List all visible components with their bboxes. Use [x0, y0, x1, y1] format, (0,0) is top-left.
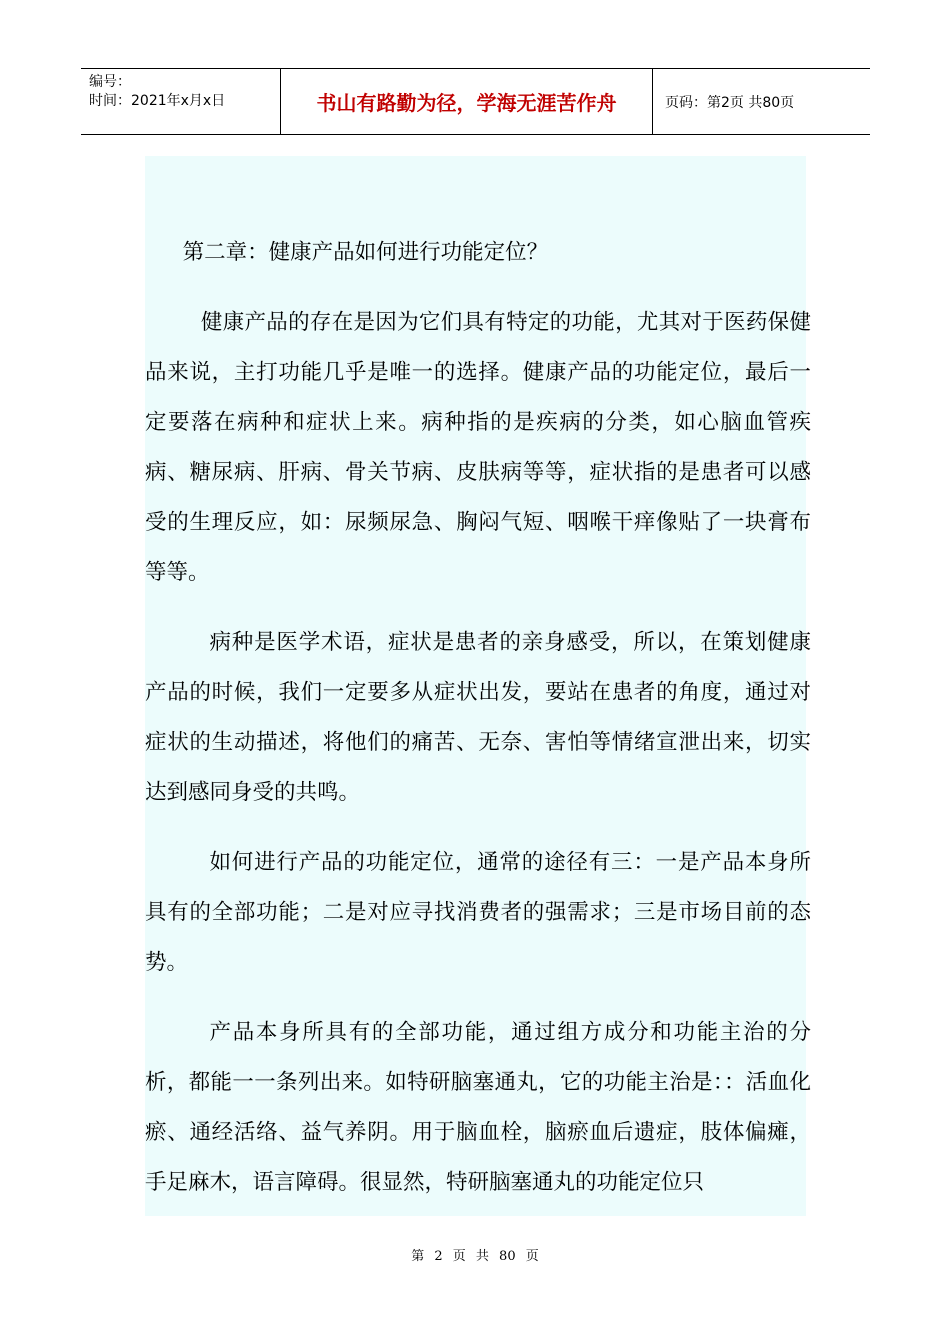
- paragraph-3: 如何进行产品的功能定位，通常的途径有三：一是产品本身所具有的全部功能；二是对应寻找消费者的强需求；三是市场目前的态势。: [145, 850, 811, 975]
- document-number-label: 编号：: [89, 74, 131, 90]
- document-date-label: 时间：2021年x月x日: [89, 93, 226, 109]
- header-page-info: 页码：第2页 共80页: [665, 94, 795, 111]
- page-footer: 第 2 页 共 80 页: [411, 1249, 539, 1264]
- document-header: [81, 68, 870, 135]
- header-motto: 书山有路勤为径，学海无涯苦作舟: [281, 69, 653, 134]
- paragraph-4: 产品本身所具有的全部功能，通过组方成分和功能主治的分析，都能一一条列出来。如特研脑塞通丸，它的功能主治是：：活血化瘀、通经活络、益气养阴。用于脑血栓，脑瘀血后遗症，肢体偏瘫，手足麻木，语言障碍。很显然，特研脑塞通丸的功能定位只: [145, 1020, 811, 1195]
- header-meta: [81, 69, 281, 134]
- chapter-heading: 第二章：健康产品如何进行功能定位？: [182, 240, 549, 265]
- paragraph-2: 病种是医学术语，症状是患者的亲身感受，所以，在策划健康产品的时候，我们一定要多从症状出发，要站在患者的角度，通过对症状的生动描述，将他们的痛苦、无奈、害怕等情绪宣泄出来，切实达到感同身受的共鸣。: [145, 630, 811, 805]
- document-body: [145, 228, 811, 1228]
- paragraph-1: 健康产品的存在是因为它们具有特定的功能，尤其对于医药保健品来说，主打功能几乎是唯一的选择。健康产品的功能定位，最后一定要落在病种和症状上来。病种指的是疾病的分类，如心脑血管疾病、糖尿病、肝病、骨关节病、皮肤病等等，症状指的是患者可以感受的生理反应，如：尿频尿急、胸闷气短、咽喉干痒像贴了一块膏布等等。: [145, 310, 811, 585]
